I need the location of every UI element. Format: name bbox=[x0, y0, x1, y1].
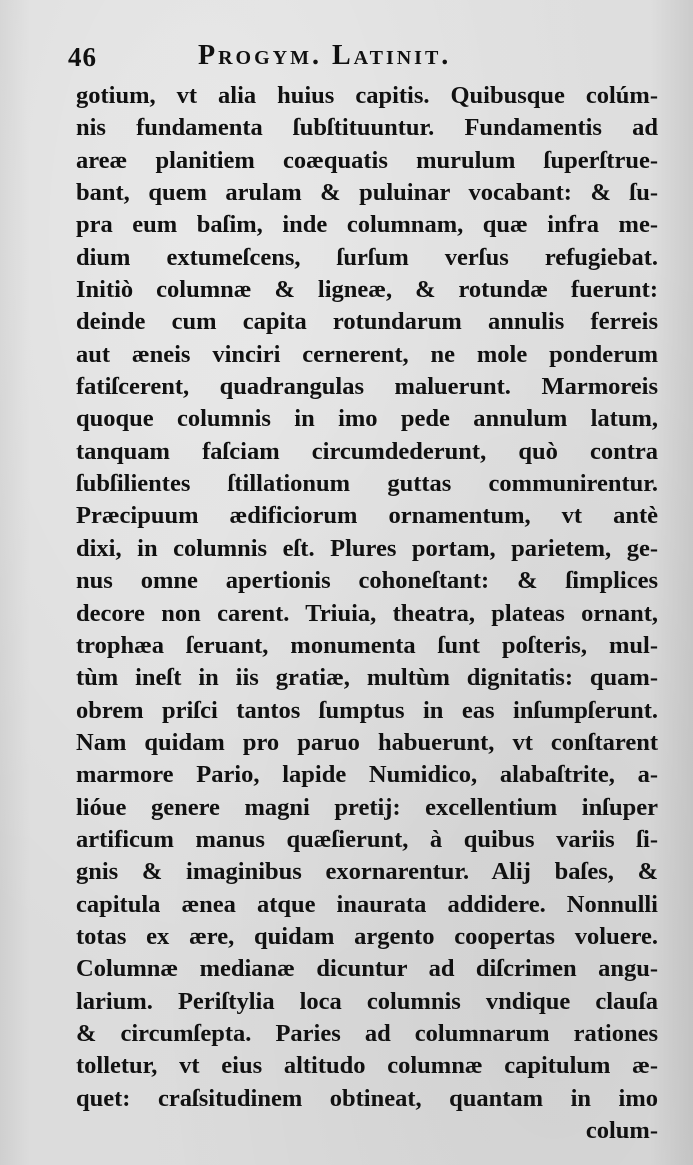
text-line: dium extumeſcens, ſurſum verſus refugiebat. bbox=[76, 243, 658, 271]
text-line: quoque columnis in imo pede annulum latum, bbox=[76, 405, 658, 433]
text-line: Nam quidam pro paruo habuerunt, vt conſtarent bbox=[76, 728, 658, 756]
text-line: bant, quem arulam & puluinar vocabant: & ſu- bbox=[76, 179, 658, 207]
text-line: Initiò columnæ & ligneæ, & rotundæ fuerunt: bbox=[76, 276, 658, 304]
text-line: fatiſcerent, quadrangulas maluerunt. Marmoreis bbox=[76, 373, 658, 401]
text-line: decore non carent. Triuia, theatra, plateas ornant, bbox=[76, 599, 658, 627]
text-line: tolletur, vt eius altitudo columnæ capitulum æ- bbox=[76, 1052, 658, 1080]
text-line: deinde cum capita rotundarum annulis ferreis bbox=[76, 308, 658, 336]
running-head: Progym. Latinit. bbox=[198, 40, 452, 71]
text-line: pra eum baſim, inde columnam, quæ infra me- bbox=[76, 211, 658, 239]
text-line: nus omne apertionis cohoneſtant: & ſimplices bbox=[76, 567, 658, 595]
text-line: tanquam faſciam circumdederunt, quò contra bbox=[76, 437, 658, 465]
text-line: dixi, in columnis eſt. Plures portam, parietem, ge- bbox=[76, 534, 658, 562]
body-text bbox=[76, 80, 658, 1147]
text-line: colum- bbox=[585, 1117, 658, 1144]
text-line: nis fundamenta ſubſtituuntur. Fundamentis ad bbox=[76, 114, 658, 142]
text-line: artificum manus quæſierunt, à quibus variis ſi- bbox=[76, 825, 658, 853]
text-line: trophæa ſeruant, monumenta ſunt poſteris, mul- bbox=[76, 631, 658, 659]
text-line: Præcipuum ædificiorum ornamentum, vt antè bbox=[76, 502, 658, 530]
text-line: obrem priſci tantos ſumptus in eas inſumpſerunt. bbox=[76, 696, 658, 724]
text-line: & circumſepta. Paries ad columnarum rationes bbox=[76, 1019, 658, 1047]
text-line: areæ planitiem coæquatis murulum ſuperſtrue- bbox=[76, 146, 658, 174]
page-header bbox=[68, 36, 658, 76]
page-number: 46 bbox=[68, 42, 97, 72]
text-line: aut æneis vinciri cernerent, ne mole ponderum bbox=[76, 340, 658, 368]
text-line: totas ex ære, quidam argento coopertas voluere. bbox=[76, 922, 658, 950]
text-line: gnis & imaginibus exornarentur. Alij baſes, & bbox=[76, 858, 658, 886]
text-line: Columnæ medianæ dicuntur ad diſcrimen angu- bbox=[76, 955, 658, 983]
text-line: larium. Periſtylia loca columnis vndique clauſa bbox=[76, 987, 658, 1015]
text-line: ſubſilientes ſtillationum guttas communirentur. bbox=[76, 470, 658, 498]
text-line: quet: craſsitudinem obtineat, quantam in imo bbox=[76, 1084, 658, 1112]
text-line: tùm ineſt in iis gratiæ, multùm dignitatis: quam- bbox=[76, 664, 658, 692]
text-line: gotium, vt alia huius capitis. Quibusque colúm- bbox=[76, 82, 658, 109]
text-line: capitula ænea atque inaurata addidere. Nonnulli bbox=[76, 890, 658, 918]
text-line: lióue genere magni pretij: excellentium inſuper bbox=[76, 793, 658, 821]
text-line: marmore Pario, lapide Numidico, alabaſtrite, a- bbox=[76, 761, 658, 789]
